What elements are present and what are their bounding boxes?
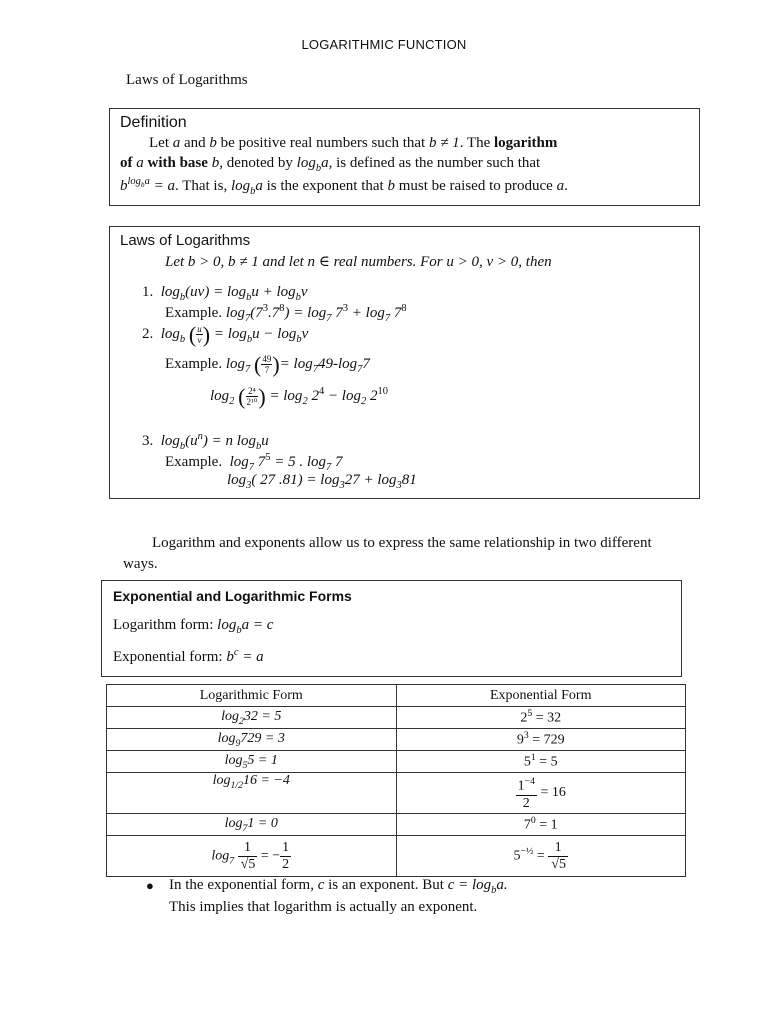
bullet-line-2: This implies that logarithm is actually an exponent. (169, 899, 478, 915)
definition-heading: Definition (120, 114, 187, 131)
definition-line-3: $b^{log_ba} = a$. That is, $\log_ba$ is the exponent that b must be raised to produce a. (120, 176, 568, 197)
table-header-log: Logarithmic Form (107, 685, 397, 707)
law-1-example: Example. $\log_7(7^3.7^8) = \log_7 7^3 + \log_7 7^8$ (165, 303, 407, 324)
law-2-example-1: Example. $\log_7$ ( $\frac{49}{7}$ )= $\log_749-\log_77$ (165, 352, 370, 377)
table-cell-log: $\log_71 = 0$ (107, 814, 397, 836)
bullet-dot-icon: ● (146, 878, 154, 893)
table-row (107, 751, 686, 773)
table-row (107, 707, 686, 729)
logarithm-form: Logarithm form: $\log_ba = c$ (113, 617, 274, 636)
table-cell-exp: $5^{-\frac{1}{2}}$ = $\frac{1}{√5}$ (396, 836, 686, 877)
law-2: 2. $\log_b$ ( $\frac{u}{v}$ ) = $\log_bu - \log_bv$ (142, 322, 309, 347)
intro-paragraph: Logarithm and exponents allow us to express the same relationship in two different ways. (123, 535, 652, 572)
law-3: 3. $\log_b(u^n) = n$ $\log_bu$ (142, 431, 269, 452)
table-cell-log: $\log_{1/2}16 = -4$ (107, 773, 397, 814)
definition-line-2: of a with base b, denoted by $\log_ba$, is defined as the number such that (120, 155, 541, 174)
laws-box (109, 226, 700, 499)
table-row (107, 773, 686, 814)
table-row (107, 729, 686, 751)
page-title: LOGARITHMIC FUNCTION (301, 37, 467, 52)
law-3-example-1: Example. $\log_7 7^5 = 5$ . $\log_7 7$ (165, 452, 343, 473)
table-cell-exp: $\frac{1^{-4}}{2}$ = 16 (396, 773, 686, 814)
forms-table (106, 684, 686, 877)
law-2-example-2: $\log_2$ ( $\frac{\text{2⁴}}{\text{2¹⁰}}$ ) = $\log_2 2^4 - \log_2 2^{10}$ (210, 384, 388, 410)
law-3-example-2: $\log_3$( 27 $.81) = \log_327 + \log_381$ (227, 472, 417, 491)
table-row (107, 836, 686, 877)
table-header-exp: Exponential Form (396, 685, 686, 707)
table-cell-log: $\log_232 = 5$ (107, 707, 397, 729)
laws-intro: Let b > 0, b ≠ 1 and let n ∈ real numbers. For u > 0, v > 0, then (165, 254, 552, 270)
table-cell-exp: $9^3 = 729$ (396, 729, 686, 751)
exponential-form: Exponential form: $b^c = a$ (113, 647, 264, 665)
law-1: 1. $\log_b(uv) = \log_bu + \log_bv$ (142, 284, 308, 303)
table-cell-exp: $5^1 = 5$ (396, 751, 686, 773)
table-row (107, 814, 686, 836)
definition-line-1: Let a and b be positive real numbers such that b ≠ 1. The logarithm (149, 135, 558, 151)
laws-heading: Laws of Logarithms (120, 232, 251, 249)
table-cell-log: $\log_55 = 1$ (107, 751, 397, 773)
table-cell-exp: $2^5 = 32$ (396, 707, 686, 729)
forms-box (101, 580, 682, 677)
table-cell-log: $\log_7$ $\frac{1}{√5}$ = − $\frac{1}{2}$ (107, 836, 397, 877)
section-title: Laws of Logarithms (126, 72, 248, 88)
bullet-list (146, 875, 706, 919)
table-cell-log: $\log_9729 = 3$ (107, 729, 397, 751)
table-header-row (107, 685, 686, 707)
definition-box (109, 108, 700, 206)
forms-heading: Exponential and Logarithmic Forms (113, 588, 352, 604)
bullet-line-1: In the exponential form, c is an exponent. But $c = \log_ba$. (169, 877, 508, 896)
table-cell-exp: $7^0 = 1$ (396, 814, 686, 836)
